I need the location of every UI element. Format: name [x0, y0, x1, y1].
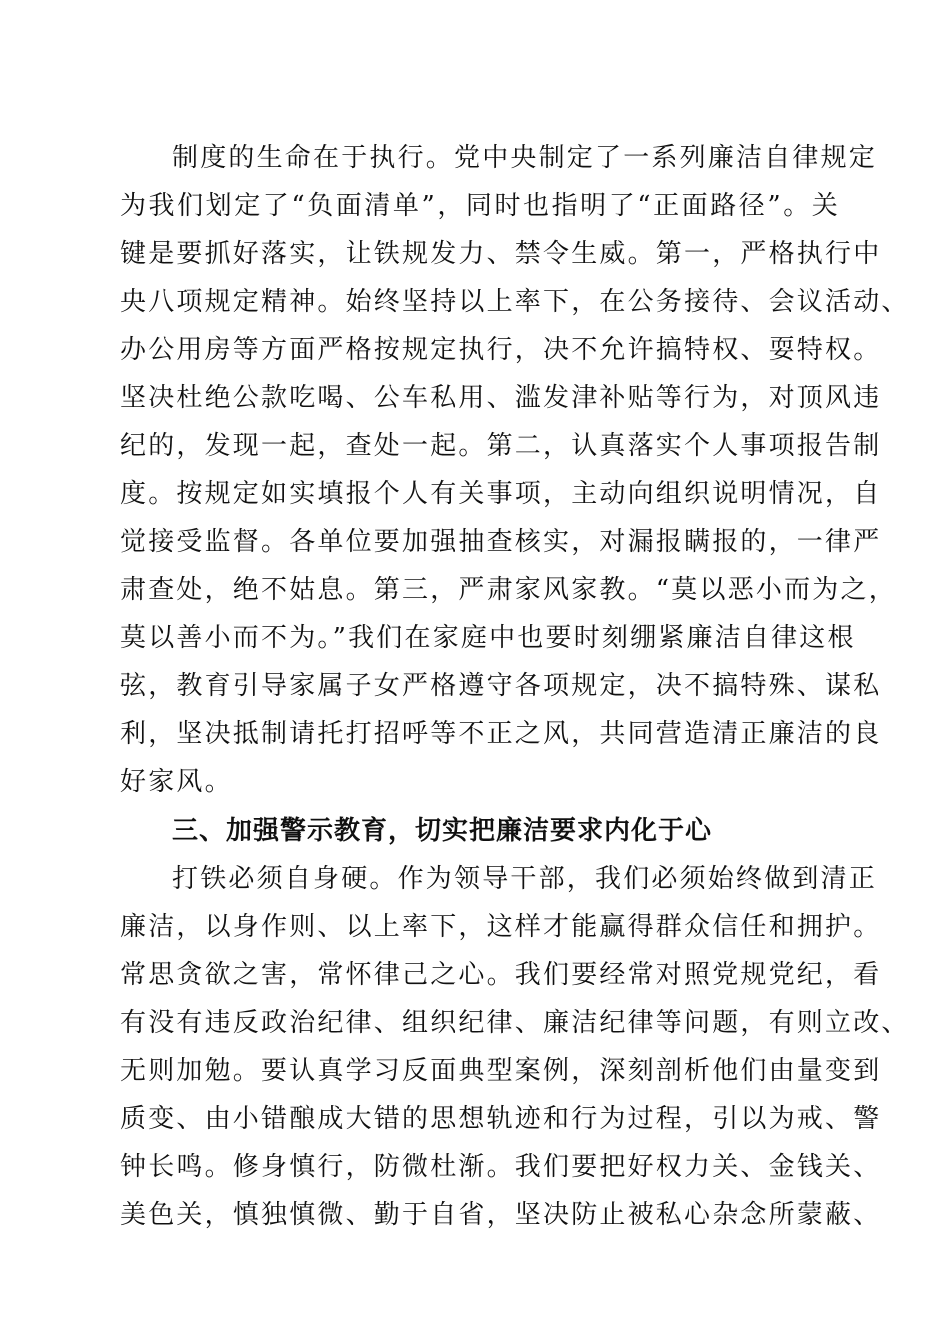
- section-heading: 三、加强警示教育，切实把廉洁要求内化于心: [172, 816, 713, 846]
- paragraph-1-line-6: 坚决杜绝公款吃喝、公车私用、滥发津补贴等行为，对顶风违: [120, 383, 882, 413]
- paragraph-2-line-4: 有没有违反政治纪律、组织纪律、廉洁纪律等问题，有则立改、: [120, 1008, 910, 1038]
- paragraph-2-line-5: 无则加勉。要认真学习反面典型案例，深刻剖析他们由量变到: [120, 1056, 882, 1086]
- paragraph-1-line-14: 好家风。: [120, 767, 233, 797]
- paragraph-1-line-8: 度。按规定如实填报个人有关事项，主动向组织说明情况，自: [120, 479, 882, 509]
- paragraph-1-line-7: 纪的，发现一起，查处一起。第二，认真落实个人事项报告制: [120, 431, 882, 461]
- paragraph-1-line-12: 弦，教育引导家属子女严格遵守各项规定，决不搞特殊、谋私: [120, 671, 882, 701]
- paragraph-1-line-1: 制度的生命在于执行。党中央制定了一系列廉洁自律规定: [172, 143, 878, 173]
- paragraph-2-line-8: 美色关，慎独慎微、勤于自省，坚决防止被私心杂念所蒙蔽、: [120, 1200, 882, 1230]
- paragraph-2-line-6: 质变、由小错酿成大错的思想轨迹和行为过程，引以为戒、警: [120, 1104, 882, 1134]
- paragraph-1-line-9: 觉接受监督。各单位要加强抽查核实，对漏报瞒报的，一律严: [120, 527, 882, 557]
- paragraph-1-line-11: 莫以善小而不为。”我们在家庭中也要时刻绷紧廉洁自律这根: [120, 623, 856, 653]
- paragraph-2-line-1: 打铁必须自身硬。作为领导干部，我们必须始终做到清正: [172, 864, 878, 894]
- paragraph-1-line-4: 央八项规定精神。始终坚持以上率下，在公务接待、会议活动、: [120, 287, 910, 317]
- paragraph-1-line-3: 键是要抓好落实，让铁规发力、禁令生威。第一，严格执行中: [120, 239, 882, 269]
- paragraph-1-line-10: 肃查处，绝不姑息。第三，严肃家风家教。“莫以恶小而为之，: [120, 575, 897, 605]
- paragraph-1-line-2: 为我们划定了“负面清单”，同时也指明了“正面路径”。关: [120, 191, 840, 221]
- paragraph-2-line-7: 钟长鸣。修身慎行，防微杜渐。我们要把好权力关、金钱关、: [120, 1152, 882, 1182]
- paragraph-1-line-13: 利，坚决抵制请托打招呼等不正之风，共同营造清正廉洁的良: [120, 719, 882, 749]
- paragraph-2-line-3: 常思贪欲之害，常怀律己之心。我们要经常对照党规党纪，看: [120, 960, 882, 990]
- paragraph-2-line-2: 廉洁，以身作则、以上率下，这样才能赢得群众信任和拥护。: [120, 912, 882, 942]
- paragraph-1-line-5: 办公用房等方面严格按规定执行，决不允许搞特权、耍特权。: [120, 335, 882, 365]
